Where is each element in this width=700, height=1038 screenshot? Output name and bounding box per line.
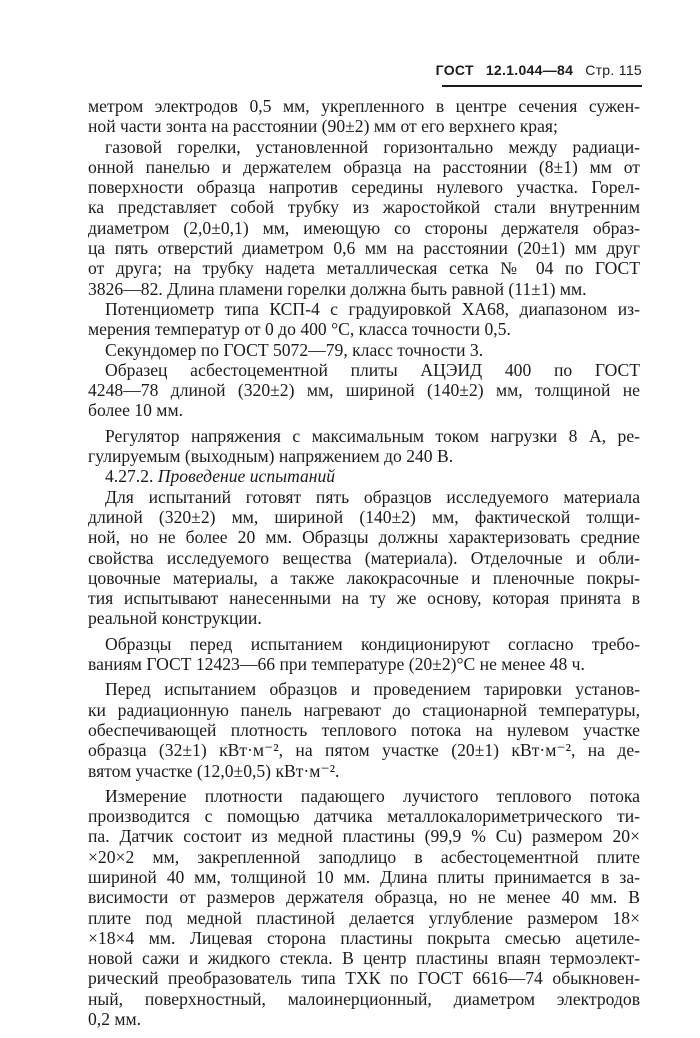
text-line: Образцы перед испытанием кондиционируют согласно требо- [105,633,640,654]
text-line: 4.27.2. Проведение испытаний [105,466,336,487]
text-line: мерения температур от 0 до 400 °С, класса точности 0,5. [88,319,511,340]
header-rule [442,85,642,87]
text-line: 4248—78 длиной (320±2) мм, шириной (140±2) мм, толщиной не [88,380,640,401]
paragraph [88,634,640,675]
text-line: висимости от размеров держателя образца, но не менее 40 мм. В [88,887,640,908]
header-gost: ГОСТ [435,62,474,78]
text-line: образца (32±1) кВт·м⁻², на пятом участке (20±1) кВт·м⁻², на де- [88,740,640,761]
text-line: от друга; на трубку надета металлическая сетка № 04 по ГОСТ [88,258,640,279]
text-line: новой сажи и жидкого стекла. В центр пластины впаян термоэлект- [88,948,640,969]
paragraph [88,96,640,137]
text-line: Регулятор напряжения с максимальным током нагрузки 8 А, ре- [105,425,640,446]
text-line: обеспечивающей плотность теплового потока на нулевом участке [88,719,640,740]
paragraph [88,299,640,340]
text-line: плите под медной пластиной делается углубление размером 18× [88,907,640,928]
paragraph [88,137,640,299]
text-line: ки радиационную панель нагревают до стационарной температуры, [88,699,640,720]
text-line: рический преобразователь типа ТХК по ГОСТ 6616—74 обыкновен- [88,968,640,989]
text-line: онной панелью и держателем образца на расстоянии (8±1) мм от [88,156,640,177]
text-line: Секундомер по ГОСТ 5072—79, класс точности 3. [105,339,484,360]
text-line: ной части зонта на расстоянии (90±2) мм от его верхнего края; [88,116,558,137]
page-header [436,62,642,78]
header-page: Стр. 115 [585,62,642,78]
text-line: Измерение плотности падающего лучистого теплового потока [105,785,640,806]
text-line: длиной (320±2) мм, шириной (140±2) мм, фактической толщи- [88,506,640,527]
text-line: свойства исследуемого вещества (материала). Отделочные и обли- [88,547,640,568]
text-line: тия испытывают нанесенными на ту же основу, которая принята в [88,588,640,609]
text-line: Перед испытанием образцов и проведением тарировки установ- [105,679,640,700]
body-text [88,96,640,1029]
text-line: вятом участке (12,0±0,5) кВт·м⁻². [88,760,340,781]
text-line: па. Датчик состоит из медной пластины (99,9 % Cu) размером 20× [88,826,640,847]
paragraph [88,786,640,1030]
text-line: Для испытаний готовят пять образцов исследуемого материала [105,486,640,507]
text-line: ной, но не более 20 мм. Образцы должны характеризовать средние [88,527,640,548]
text-line: ный, поверхностный, малоинерционный, диаметром электродов [88,988,640,1009]
text-line: производится с помощью датчика металлокалориметрического ти- [88,806,640,827]
text-line: Потенциометр типа КСП-4 с градуировкой ХА68, диапазоном из- [105,298,640,319]
header-number: 12.1.044—84 [485,62,574,78]
text-line: диаметром (2,0±0,1) мм, имеющую со стороны держателя образ- [88,217,640,238]
text-line: цовочные материалы, а также лакокрасочные и пленочные покры- [88,567,640,588]
text-line: газовой горелки, установленной горизонтально между радиаци- [105,136,640,157]
text-line: ца пять отверстий диаметром 0,6 мм на расстоянии (20±1) мм друг [88,238,640,259]
subsection-title: Проведение испытаний [157,466,336,487]
paragraph [88,360,640,421]
text-line: ваниям ГОСТ 12423—66 при температуре (20±2)°С не менее 48 ч. [88,654,585,675]
paragraph [88,340,640,360]
text-line: более 10 мм. [88,400,183,421]
text-line: ×18×4 мм. Лицевая сторона пластины покрыта смесью ацетиле- [88,927,640,948]
text-line: шириной 40 мм, толщиной 10 мм. Длина плиты принимается в за- [88,866,640,887]
text-line: гулируемым (выходным) напряжением до 240 В. [88,446,454,467]
text-line: ка представляет собой трубку из жаростойкой стали внутренним [88,197,640,218]
paragraph [88,679,640,780]
text-line: реальной конструкции. [88,608,262,629]
paragraph [88,426,640,467]
text-line: Образец асбестоцементной плиты АЦЭИД 400 по ГОСТ [105,359,640,380]
text-line: 0,2 мм. [88,1009,142,1030]
text-line: метром электродов 0,5 мм, укрепленного в центре сечения сужен- [88,96,640,116]
text-line: поверхности образца напротив середины нулевого участка. Горел- [88,177,640,198]
paragraph [88,487,640,629]
paragraph [88,466,640,486]
text-line: 3826—82. Длина пламени горелки должна быть равной (11±1) мм. [88,278,587,299]
text-line: ×20×2 мм, закрепленной заподлицо в асбестоцементной плите [88,846,640,867]
